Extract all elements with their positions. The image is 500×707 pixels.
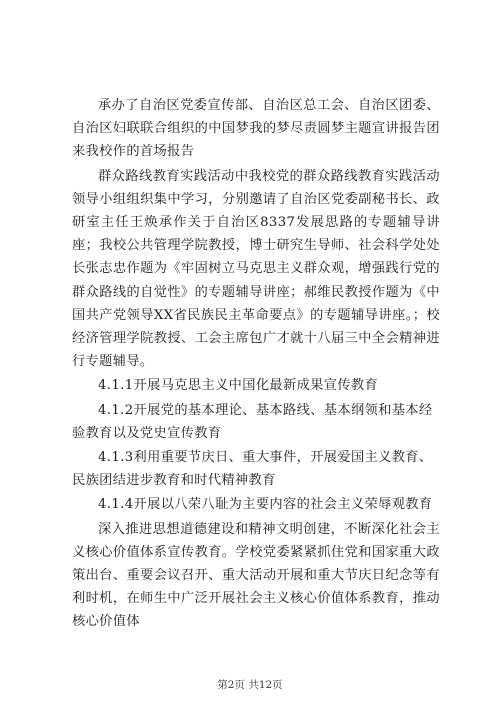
paragraph-mass-line-education: 群众路线教育实践活动中我校党的群众路线教育实践活动领导小组组织集中学习，分别邀请了自治区党委副秘书长、政研室主任王焕承作关于自治区8337发展思路的专题辅导讲座；我校公共管理学院教授，博士研究生导师、社会科学处处长张志忠作题为《牢固树立马克思主义群众观，增强践行党的群众路线的自觉性》的专题辅导讲座；郝维民教授作题为《中国共产党领导XX省民族民主革命要点》的专题辅导讲座。；校经济管理学院教授、工会主席包广才就十八届三中全会精神进行专题辅导。 <box>72 168 440 370</box>
section-heading-4-1-1: 4.1.1开展马克思主义中国化最新成果宣传教育 <box>98 378 379 394</box>
document-body <box>72 94 440 635</box>
paragraph-report-team: 承办了自治区党委宣传部、自治区总工会、自治区团委、自治区妇联联合组织的中国梦我的梦尽责圆梦主题宣讲报告团来我校作的首场报告 <box>72 98 440 160</box>
section-heading-4-1-2: 4.1.2开展党的基本理论、基本路线、基本纲领和基本经验教育以及党史宣传教育 <box>72 402 433 441</box>
paragraph-core-values: 深入推进思想道德建设和精神文明创建，不断深化社会主义核心价值体系宣传教育。学校党委紧紧抓住党和国家重大政策出台、重要会议召开、重大活动开展和重大节庆日纪念等有利时机，在师生中广泛开展社会主义核心价值体系教育，推动核心价值体 <box>72 521 440 630</box>
section-heading-4-1-3: 4.1.3利用重要节庆日、重大事件，开展爱国主义教育、民族团结进步教育和时代精神教育 <box>72 450 433 489</box>
section-heading-4-1-4: 4.1.4开展以八荣八耻为主要内容的社会主义荣辱观教育 <box>98 497 433 513</box>
page-footer: 第2页 共12页 <box>217 679 283 691</box>
